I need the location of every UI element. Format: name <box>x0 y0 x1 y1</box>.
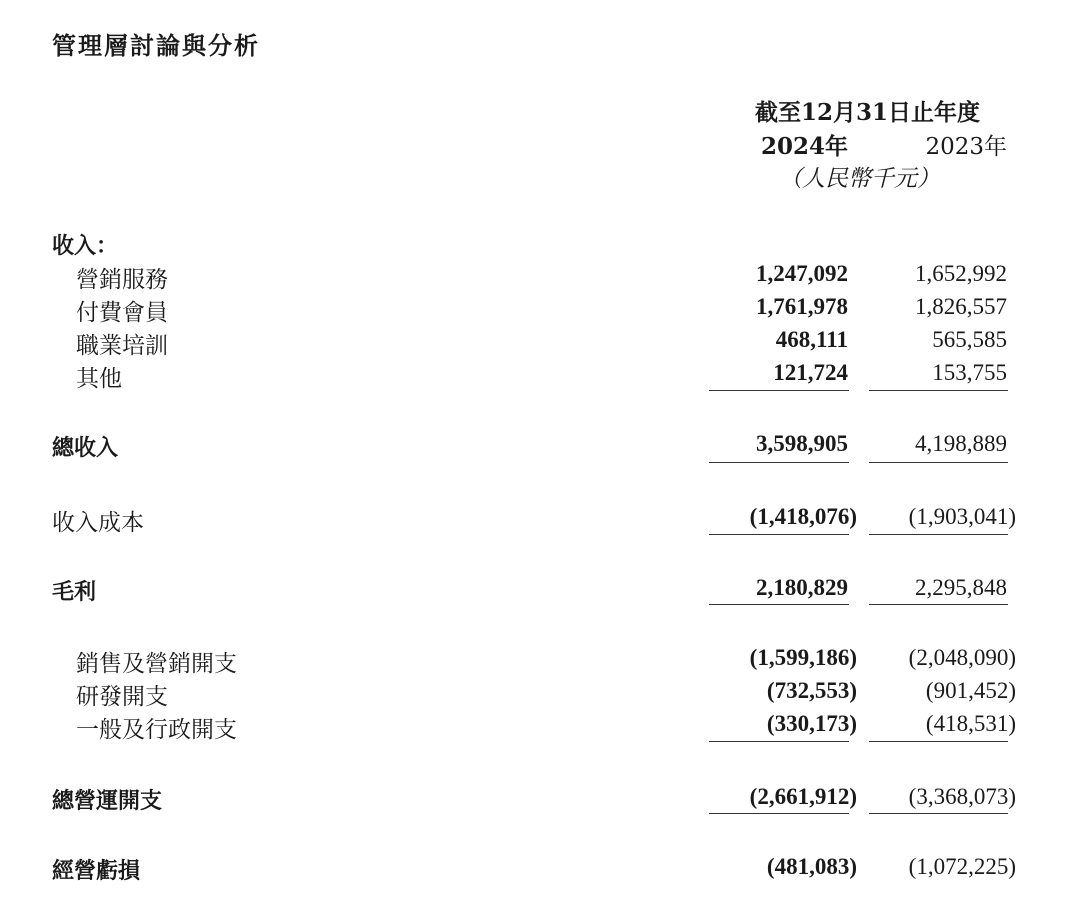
row-label: 總收入 <box>52 436 119 461</box>
value-2023: 1,652,992 <box>915 261 1007 286</box>
row-label: 其他 <box>76 366 122 392</box>
row-label: 毛利 <box>52 580 97 605</box>
value-2023: 4,198,889 <box>915 431 1007 456</box>
divider <box>869 741 1008 742</box>
divider <box>869 534 1008 535</box>
column-header-2023: 2023年 <box>925 134 1007 160</box>
value-2023: (418,531) <box>925 711 1016 736</box>
value-2023: 153,755 <box>932 360 1007 385</box>
value-2024: (732,553) <box>766 678 857 703</box>
value-2024: 468,111 <box>775 327 848 352</box>
value-2024: (481,083) <box>766 854 857 879</box>
divider <box>869 390 1008 391</box>
row-label: 總營運開支 <box>52 789 163 814</box>
divider <box>709 741 849 742</box>
value-2024: 2,180,829 <box>756 575 848 600</box>
row-label: 研發開支 <box>76 684 168 710</box>
row-label: 銷售及營銷開支 <box>76 651 237 677</box>
value-2023: (901,452) <box>925 678 1016 703</box>
value-2023: 565,585 <box>932 327 1007 352</box>
period-header: 截至12月31日止年度 <box>754 99 980 126</box>
divider <box>709 604 849 605</box>
value-2023: (1,072,225) <box>908 854 1016 879</box>
divider <box>709 534 849 535</box>
row-label: 營銷服務 <box>76 267 168 293</box>
value-2023: (3,368,073) <box>908 784 1016 809</box>
value-2024: (1,418,076) <box>749 504 857 529</box>
value-2024: 121,724 <box>773 360 848 385</box>
value-2024: (2,661,912) <box>749 784 857 809</box>
row-label: 一般及行政開支 <box>76 717 237 743</box>
divider <box>869 813 1008 814</box>
unit-label: （人民幣千元） <box>779 166 940 192</box>
value-2023: (1,903,041) <box>908 504 1016 529</box>
value-2024: 1,761,978 <box>756 294 848 319</box>
value-2023: 1,826,557 <box>915 294 1007 319</box>
divider <box>869 462 1008 463</box>
row-label: 職業培訓 <box>76 333 168 359</box>
divider <box>869 604 1008 605</box>
value-2024: (330,173) <box>766 711 857 736</box>
value-2024: (1,599,186) <box>749 645 857 670</box>
value-2023: (2,048,090) <box>908 645 1016 670</box>
divider <box>709 390 849 391</box>
value-2024: 1,247,092 <box>756 261 848 286</box>
column-header-2024: 2024年 <box>760 133 848 160</box>
value-2024: 3,598,905 <box>756 431 848 456</box>
revenue-heading: 收入： <box>52 234 119 259</box>
divider <box>709 462 849 463</box>
value-2023: 2,295,848 <box>915 575 1007 600</box>
page-title: 管理層討論與分析 <box>52 32 260 60</box>
divider <box>709 813 849 814</box>
row-label: 經營虧損 <box>52 859 141 884</box>
row-label: 收入成本 <box>52 510 144 536</box>
row-label: 付費會員 <box>76 300 168 326</box>
